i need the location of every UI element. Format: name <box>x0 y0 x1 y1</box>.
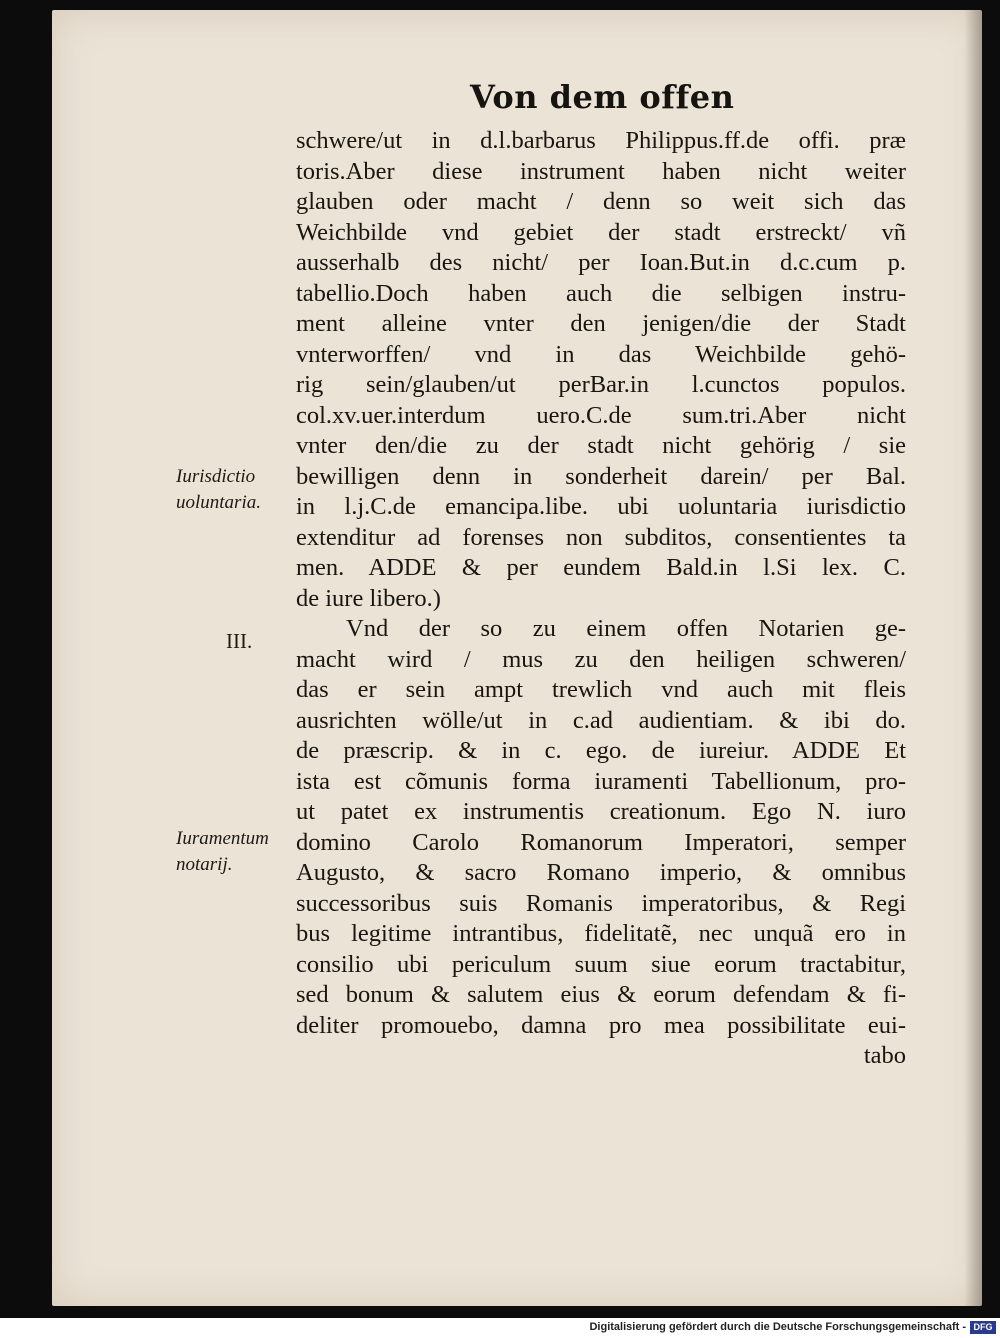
text-line: vnter den/die zu der stadt nicht gehörig / sie <box>296 432 906 459</box>
text-line: ment alleine vnter den jenigen/die der Stadt <box>296 310 906 337</box>
text-line: bus legitime intrantibus, fidelitatẽ, nec unquã ero in <box>296 920 906 947</box>
page-edge-shadow <box>964 10 982 1306</box>
text-line: tabellio.Doch haben auch die selbigen instru- <box>296 279 906 307</box>
text-line: sed bonum & salutem eius & eorum defendam & fi- <box>296 981 906 1008</box>
text-line: successoribus suis Romanis imperatoribus, & Regi <box>296 889 906 917</box>
marginal-line: Iurisdictio <box>176 466 256 487</box>
marginal-line: uoluntaria. <box>176 492 261 513</box>
text-line: in l.j.C.de emancipa.libe. ubi uoluntaria iurisdictio <box>296 493 906 520</box>
text-line: extenditur ad forenses non subditos, consentientes ta <box>296 523 906 551</box>
text-line: ista est cõmunis forma iuramenti Tabellionum, pro- <box>296 767 906 795</box>
text-line: de præscrip. & in c. ego. de iureiur. ADDE Et <box>296 737 906 764</box>
text-line: deliter promouebo, damna pro mea possibilitate eui- <box>296 1011 906 1039</box>
text-line: men. ADDE & per eundem Bald.in l.Si lex. C. <box>296 554 906 581</box>
text-line: macht wird / mus zu den heiligen schweren/ <box>296 645 906 673</box>
text-line: ausserhalb des nicht/ per Ioan.But.in d.c.cum p. <box>296 249 906 276</box>
section-number: III. <box>226 629 253 653</box>
text-line: ausrichten wölle/ut in c.ad audientiam. & ibi do. <box>296 706 906 734</box>
digitization-footer <box>0 1318 1000 1338</box>
marginal-line: notarij. <box>176 854 233 875</box>
text-line: bewilligen denn in sonderheit darein/ per Bal. <box>296 462 906 490</box>
text-line: Vnd der so zu einem offen Notarien ge- <box>346 615 906 642</box>
text-line: de iure libero.) <box>296 584 441 612</box>
running-heading: Von dem offen <box>470 78 735 116</box>
marginal-note-iurisdictio <box>176 464 261 516</box>
text-line: domino Carolo Romanorum Imperatori, semper <box>296 828 906 856</box>
marginal-note-iuramentum <box>176 826 269 878</box>
text-line: ut patet ex instrumentis creationum. Ego N. iuro <box>296 798 906 825</box>
text-line: rig sein/glauben/ut perBar.in l.cunctos populos. <box>296 371 906 398</box>
main-text-block <box>296 126 906 1072</box>
marginal-line: Iuramentum <box>176 828 269 849</box>
funding-credit: Digitalisierung gefördert durch die Deutsche Forschungsgemeinschaft - <box>589 1321 966 1333</box>
text-line: col.xv.uer.interdum uero.C.de sum.tri.Aber nicht <box>296 401 906 429</box>
text-line: Weichbilde vnd gebiet der stadt erstreckt/ vñ <box>296 218 906 246</box>
dfg-logo: DFG <box>970 1321 996 1334</box>
text-line: glauben oder macht / denn so weit sich das <box>296 188 906 215</box>
text-line: toris.Aber diese instrument haben nicht weiter <box>296 157 906 185</box>
text-line: consilio ubi periculum suum siue eorum tractabitur, <box>296 950 906 978</box>
text-line: das er sein ampt trewlich vnd auch mit fleis <box>296 676 906 703</box>
text-line: vnterworffen/ vnd in das Weichbilde gehö- <box>296 340 906 368</box>
text-line: schwere/ut in d.l.barbarus Philippus.ff.de offi. præ <box>296 127 906 154</box>
catchword: tabo <box>863 1042 906 1069</box>
text-line: Augusto, & sacro Romano imperio, & omnibus <box>296 859 906 886</box>
